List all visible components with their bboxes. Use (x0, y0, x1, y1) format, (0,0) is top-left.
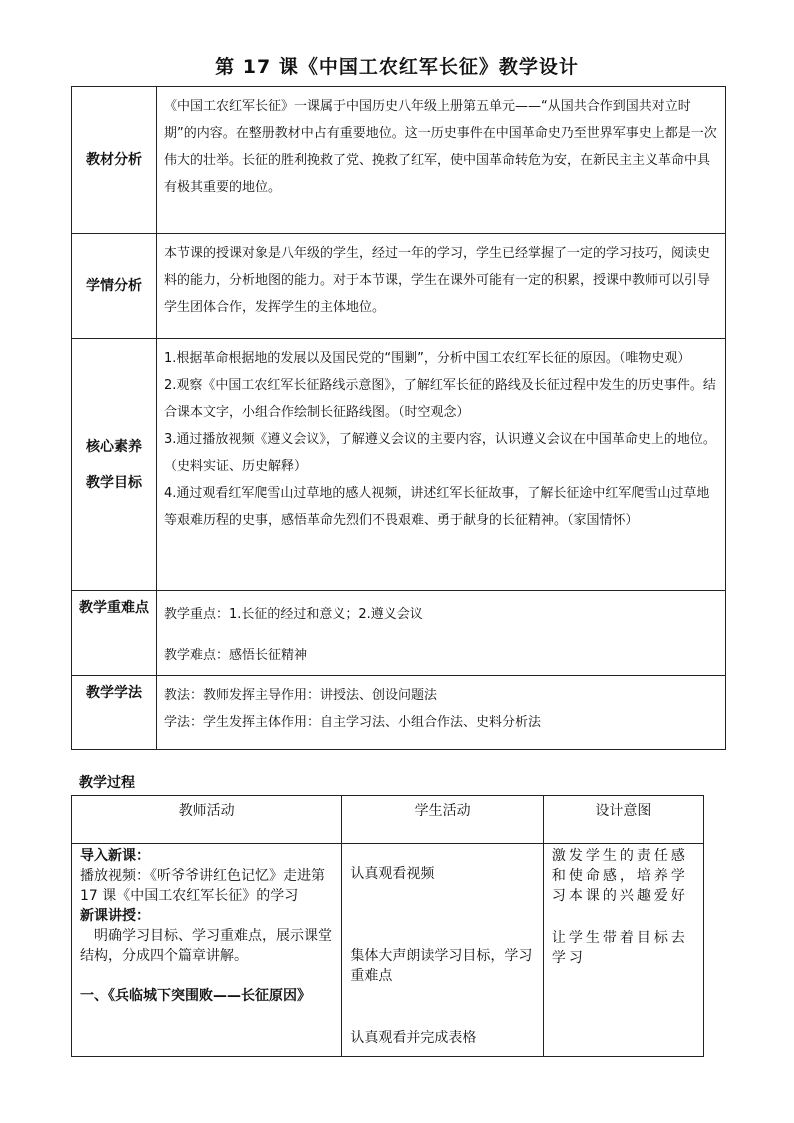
learning-method-text: 学法：学生发挥主体作用：自主学习法、小组合作法、史料分析法 (164, 715, 542, 730)
objectives-row (72, 339, 726, 591)
page-title: 第 17 课《中国工农红军长征》教学设计 (215, 56, 579, 78)
objectives-list (157, 339, 726, 591)
methods-content (157, 676, 726, 750)
methods-label: 教学学法 (72, 676, 157, 750)
design-table (71, 86, 726, 750)
design-intent-1: 激发学生的责任感和使命感，培养学习本课的兴趣爱好 (551, 848, 688, 904)
teacher-activity-header: 教师活动 (72, 796, 342, 844)
learner-analysis-label: 学情分析 (72, 234, 157, 339)
section-one-heading: 一、《兵临城下突围败——长征原因》 (80, 988, 311, 1004)
learner-analysis-text: 本节课的授课对象是八年级的学生，经过一年的学习，学生已经掌握了一定的学习技巧，阅读史料的能力，分析地图的能力。对于本节课，学生在课外可能有一定的积累，授课中教师可以引导学生团体合作，发挥学生的主体地位。 (157, 234, 726, 339)
teacher-activity-cell (72, 844, 342, 1057)
process-body-row (72, 844, 704, 1057)
key-points-row (72, 591, 726, 676)
key-point-text: 教学重点：1.长征的经过和意义；2.遵义会议 (164, 607, 423, 622)
teaching-method-text: 教法：教师发挥主导作用：讲授法、创设问题法 (164, 688, 438, 703)
intro-text: 播放视频：《听爷爷讲红色记忆》走进第 17 课《中国工农红军长征》的学习 (80, 868, 325, 904)
student-activity-1: 认真观看视频 (350, 866, 435, 882)
objective-item-3: 3.通过播放视频《遵义会议》，了解遵义会议的主要内容，认识遵义会议在中国革命史上的地位。 （史料实证、历史解释） (164, 432, 716, 474)
intro-heading: 导入新课： (80, 848, 150, 864)
objective-item-1: 1.根据革命根据地的发展以及国民党的“围剿”，分析中国工农红军长征的原因。（唯物史观） (164, 351, 691, 366)
design-intent-header: 设计意图 (543, 796, 703, 844)
methods-row (72, 676, 726, 750)
student-activity-cell (342, 844, 543, 1057)
design-intent-2: 让学生带着目标去学习 (551, 930, 688, 966)
objectives-label-line1: 核心素养 (86, 438, 142, 455)
textbook-analysis-label: 教材分析 (72, 87, 157, 234)
objective-item-4: 4.通过观看红军爬雪山过草地的感人视频，讲述红军长征故事，了解长征途中红军爬雪山过草地等艰难历程的史事，感悟革命先烈们不畏艰难、勇于献身的长征精神。（家国情怀） (164, 486, 710, 528)
process-header-row (72, 796, 704, 844)
student-activity-3: 认真观看并完成表格 (350, 1030, 477, 1046)
new-lesson-text: 明确学习目标、学习重难点，展示课堂结构，分成四个篇章讲解。 (80, 928, 332, 964)
textbook-analysis-text: 《中国工农红军长征》一课属于中国历史八年级上册第五单元——“从国共合作到国共对立时期”的内容。在整册教材中占有重要地位。这一历史事件在中国革命史乃至世界军事史上都是一次伟大的壮举。长征的胜利挽救了党、挽救了红军，使中国革命转危为安，在新民主主义革命中具有极其重要的地位。 (157, 87, 726, 234)
difficult-point-text: 教学难点：感悟长征精神 (164, 648, 308, 663)
new-lesson-heading: 新课讲授： (80, 908, 150, 924)
process-heading: 教学过程 (79, 775, 135, 791)
learner-analysis-row (72, 234, 726, 339)
design-intent-cell (543, 844, 703, 1057)
textbook-analysis-row (72, 87, 726, 234)
objectives-label (72, 339, 157, 591)
objective-item-2: 2.观察《中国工农红军长征路线示意图》，了解红军长征的路线及长征过程中发生的历史事件。结合课本文字，小组合作绘制长征路线图。（时空观念） (164, 378, 716, 420)
key-points-content (157, 591, 726, 676)
student-activity-2: 集体大声朗读学习目标，学习重难点 (350, 948, 533, 984)
student-activity-header: 学生活动 (342, 796, 543, 844)
process-table (71, 795, 704, 1057)
key-points-label: 教学重难点 (72, 591, 157, 676)
objectives-label-line2: 教学目标 (86, 474, 142, 491)
